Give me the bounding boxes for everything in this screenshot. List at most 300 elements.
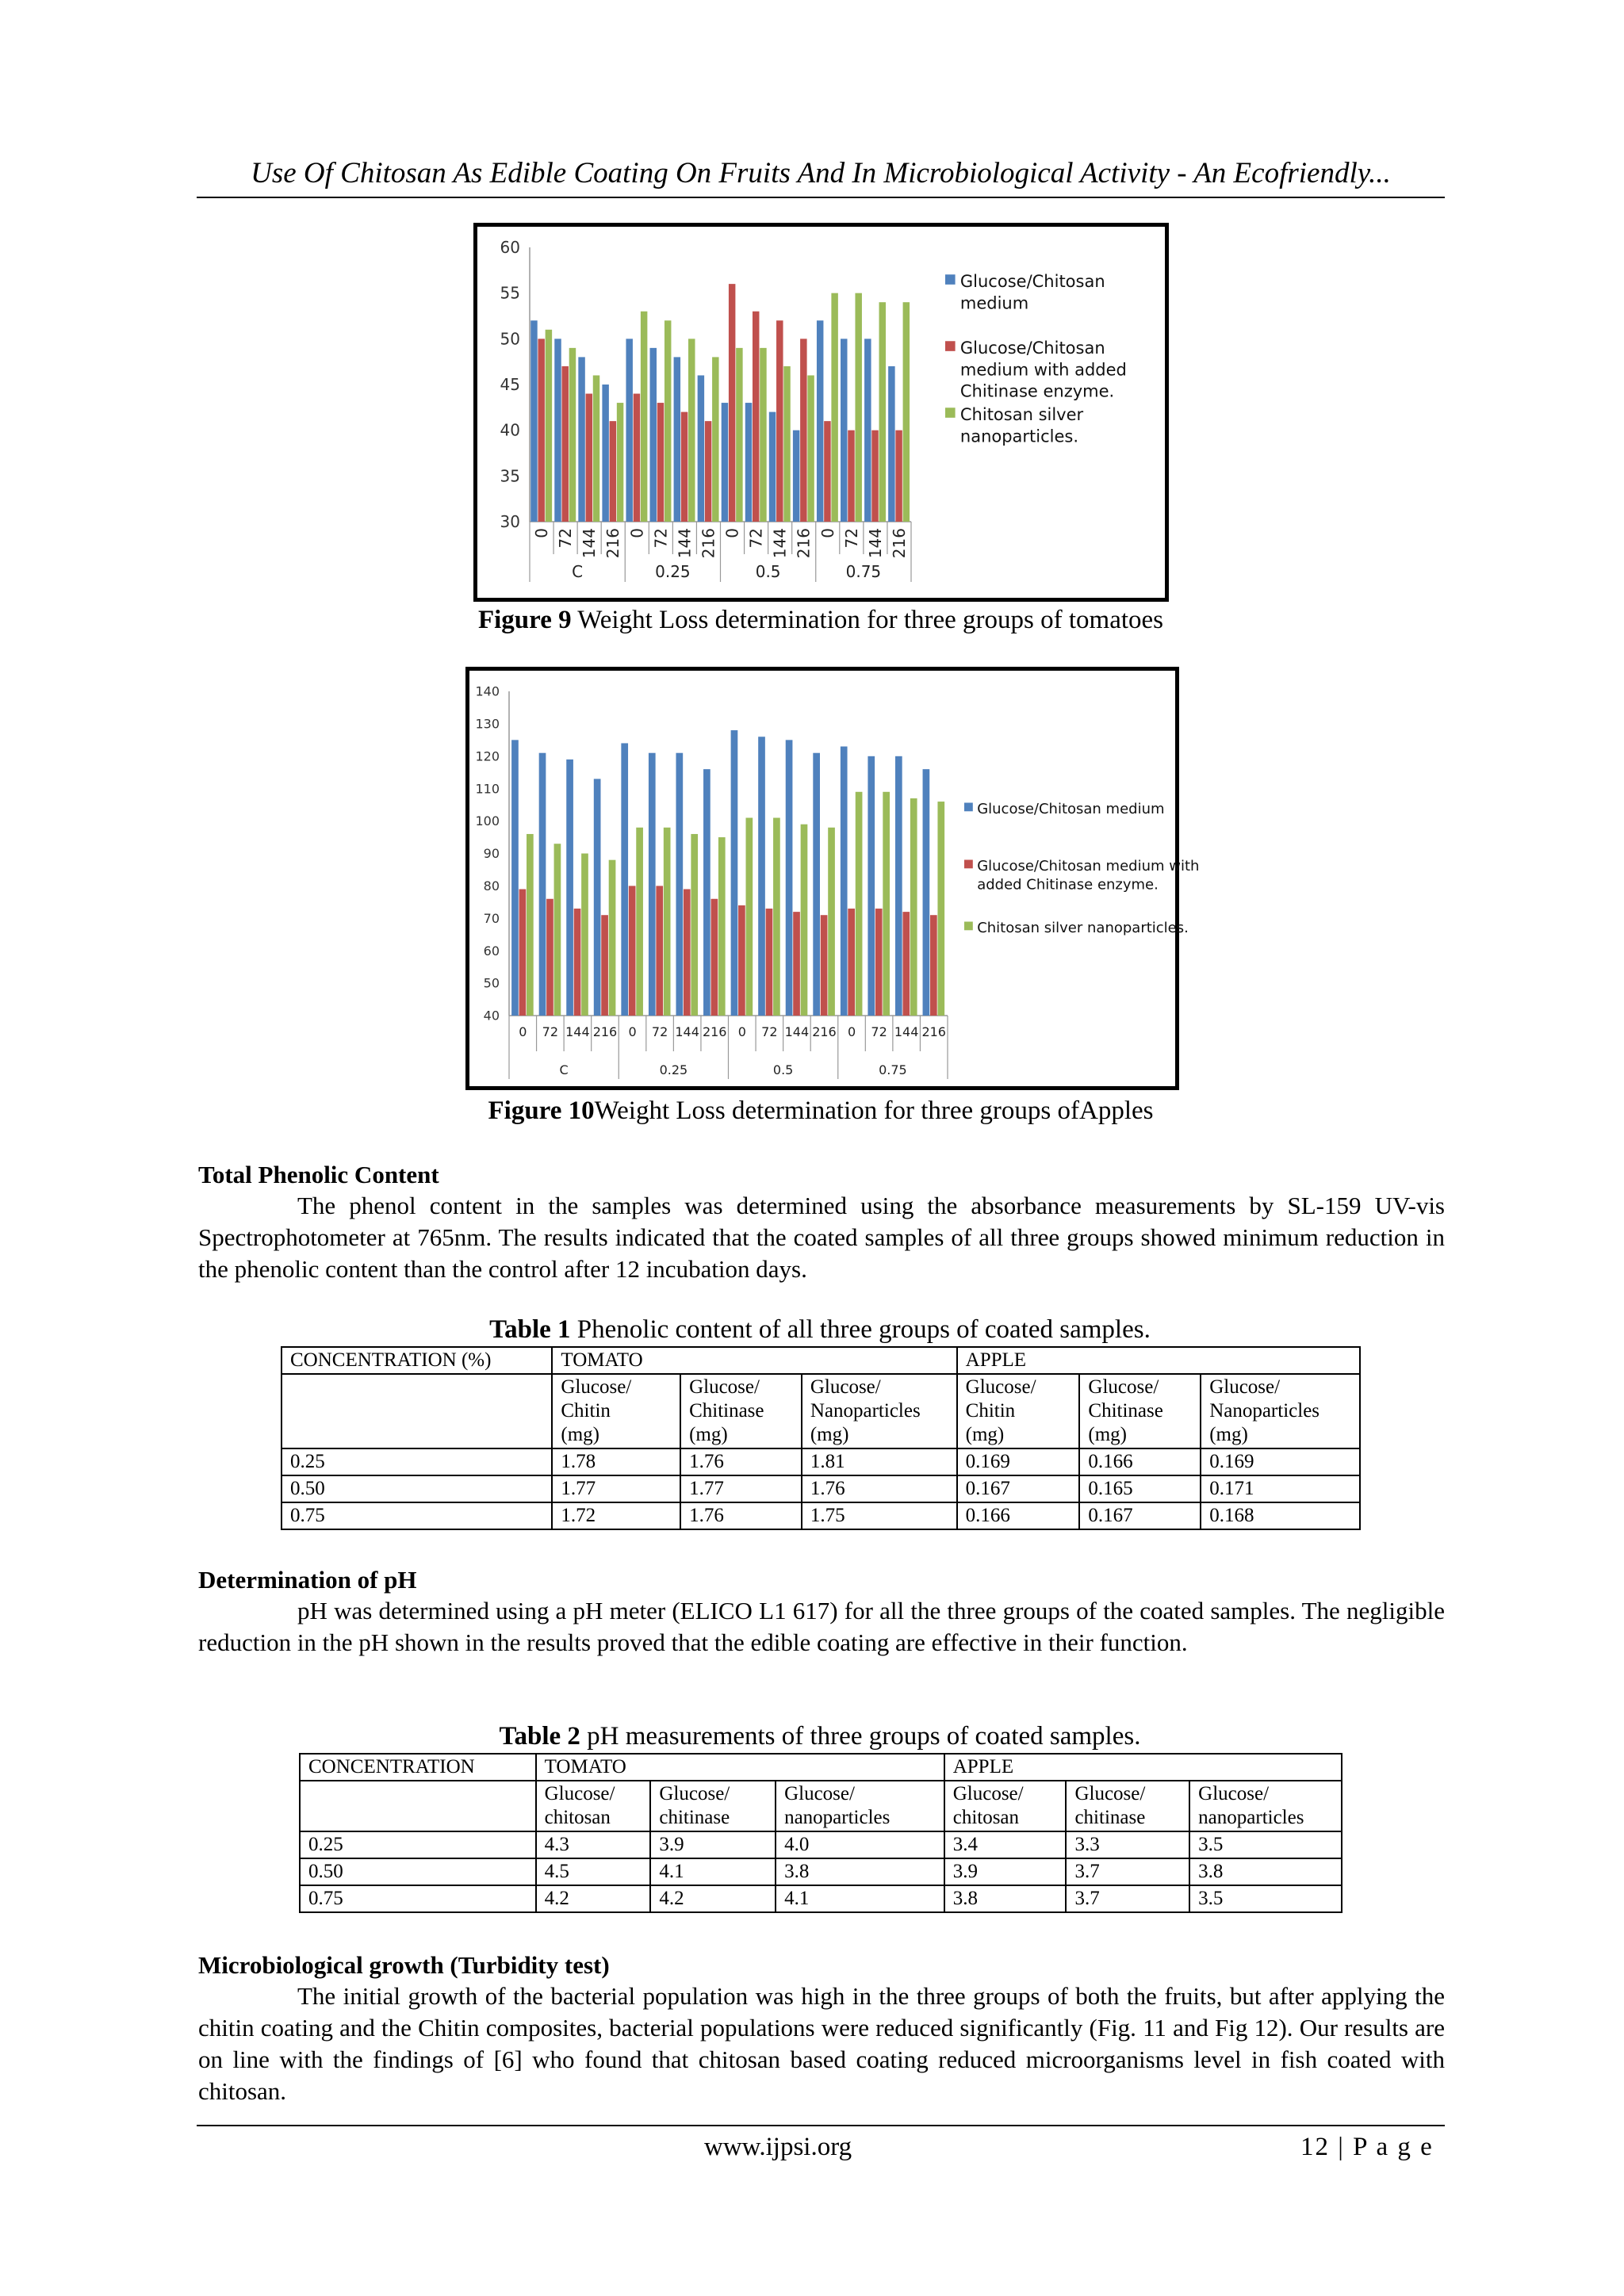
bar [657, 403, 664, 522]
table-cell: 3.9 [650, 1831, 776, 1858]
legend-swatch [945, 274, 956, 285]
bar [745, 403, 752, 522]
x-tick-label: 144 [770, 528, 790, 559]
bar [807, 375, 814, 522]
table-subheader-cell [957, 1374, 1080, 1448]
bar [539, 753, 546, 1016]
table-cell: 3.8 [1189, 1858, 1342, 1885]
bar [546, 330, 552, 522]
table-cell: 1.78 [552, 1448, 680, 1475]
legend-label: Glucose/Chitosan [959, 272, 1105, 291]
y-tick-label: 40 [500, 420, 520, 440]
bar [601, 915, 608, 1016]
figure-9-caption-text: Weight Loss determination for three groups of tomatoes [571, 606, 1164, 634]
bar [617, 403, 623, 522]
bar [895, 430, 902, 522]
table-cell: 0.167 [1079, 1502, 1201, 1529]
x-tick-label: 216 [603, 528, 623, 559]
x-group-label: 0.75 [845, 562, 882, 581]
table-cell: 3.7 [1066, 1858, 1189, 1885]
bar [841, 747, 848, 1016]
bar [718, 837, 726, 1016]
table-row-label: 0.50 [300, 1858, 536, 1885]
bar [684, 889, 691, 1016]
figure-10-caption [428, 1095, 1213, 1127]
ph-table [299, 1753, 1342, 1913]
table-subheader-line: Chitin [965, 1400, 1016, 1422]
table-row-label: 0.50 [282, 1475, 552, 1502]
table-cell: 3.4 [944, 1831, 1067, 1858]
bar [602, 385, 608, 522]
bar [722, 403, 728, 522]
bar [856, 792, 863, 1016]
legend-swatch [964, 860, 973, 869]
table-cell: 3.7 [1066, 1885, 1189, 1912]
x-tick-label: 72 [871, 1024, 887, 1039]
table-header-cell: CONCENTRATION [300, 1754, 536, 1781]
table-cell: 0.171 [1201, 1475, 1360, 1502]
bar [698, 375, 704, 522]
bar [738, 905, 745, 1016]
figure-10-svg [469, 671, 1200, 1086]
x-tick-label: 72 [651, 528, 671, 549]
bar [760, 348, 766, 522]
table-subheader-cell [1201, 1374, 1360, 1448]
table-row [300, 1885, 1342, 1912]
x-tick-label: 0 [818, 528, 837, 538]
table-subheader-line: nanoparticles [784, 1807, 891, 1828]
table-subheader-line: Nanoparticles [1209, 1400, 1320, 1422]
table-subheader-row [300, 1781, 1342, 1831]
table-subheader-line: nanoparticles [1198, 1807, 1304, 1828]
bar [864, 339, 871, 522]
table-subheader-line: Glucose/ [1209, 1376, 1281, 1398]
table-header-row [282, 1347, 1360, 1374]
x-tick-label: 144 [865, 528, 885, 559]
table-subheader-line: Glucose/ [1074, 1783, 1146, 1804]
legend-swatch [945, 341, 956, 351]
table-empty-cell [300, 1781, 536, 1831]
table-cell: 3.9 [944, 1858, 1067, 1885]
bar [831, 293, 837, 522]
bar [910, 798, 917, 1016]
x-group-label: C [559, 1062, 569, 1077]
table-subheader-line: Glucose/ [1088, 1376, 1159, 1398]
bar [650, 348, 657, 522]
table-subheader-line: Glucose/ [1198, 1783, 1270, 1804]
bar [731, 730, 738, 1016]
bar [895, 756, 902, 1016]
footer-rule [197, 2125, 1445, 2126]
table-subheader-line: (mg) [1088, 1424, 1128, 1445]
table-subheader-line: (mg) [689, 1424, 728, 1445]
table-cell: 1.76 [802, 1475, 957, 1502]
legend-swatch [964, 922, 973, 931]
y-tick-label: 120 [475, 748, 500, 764]
bar [923, 769, 930, 1016]
bar [813, 753, 820, 1016]
bar [712, 357, 718, 522]
bar [511, 740, 519, 1016]
y-tick-label: 30 [500, 512, 520, 531]
table-cell: 0.167 [957, 1475, 1080, 1502]
table-cell: 4.2 [650, 1885, 776, 1912]
table-cell: 4.3 [536, 1831, 651, 1858]
bar [538, 339, 544, 522]
bar [649, 753, 656, 1016]
x-group-label: 0.5 [772, 1062, 794, 1077]
y-tick-label: 60 [483, 943, 500, 959]
x-tick-label: 72 [761, 1024, 778, 1039]
x-group-label: C [572, 562, 584, 581]
table-cell: 4.1 [776, 1885, 944, 1912]
bar [703, 769, 710, 1016]
x-tick-label: 216 [812, 1024, 837, 1039]
table-subheader-line: Nanoparticles [810, 1400, 921, 1422]
bar [855, 293, 861, 522]
bar [641, 312, 647, 522]
bar [586, 394, 592, 522]
y-tick-label: 50 [500, 329, 520, 349]
x-tick-label: 0 [847, 1024, 856, 1039]
table-subheader-cell [1189, 1781, 1342, 1831]
bar [710, 899, 718, 1016]
bar [664, 828, 671, 1016]
table-subheader-cell [680, 1374, 802, 1448]
table-group-header: TOMATO [536, 1754, 944, 1781]
y-tick-label: 40 [483, 1008, 500, 1024]
x-tick-label: 72 [651, 1024, 668, 1039]
x-tick-label: 0 [519, 1024, 527, 1039]
table-subheader-line: (mg) [810, 1424, 849, 1445]
legend-swatch [945, 408, 956, 418]
table-subheader-line: (mg) [1209, 1424, 1248, 1445]
x-tick-label: 0 [532, 528, 552, 538]
table-subheader-line: Glucose/ [810, 1376, 881, 1398]
table-cell: 1.77 [552, 1475, 680, 1502]
bar [758, 737, 765, 1016]
bar [848, 909, 855, 1016]
table-subheader-line: (mg) [965, 1424, 1005, 1445]
legend-label: nanoparticles. [959, 427, 1079, 446]
table-cell: 0.166 [1079, 1448, 1201, 1475]
table-subheader-cell [944, 1781, 1067, 1831]
ph-heading: Determination of pH [198, 1566, 417, 1594]
table-cell: 3.5 [1189, 1831, 1342, 1858]
bar [729, 284, 735, 522]
bar [783, 366, 790, 522]
table-row [282, 1475, 1360, 1502]
bar [530, 320, 537, 522]
x-group-label: 0.75 [879, 1062, 907, 1077]
bar [801, 825, 808, 1016]
x-tick-label: 216 [889, 528, 909, 559]
table-header-cell: CONCENTRATION (%) [282, 1347, 552, 1374]
bar [930, 915, 937, 1016]
table-2-caption [298, 1721, 1342, 1751]
x-group-label: 0.25 [659, 1062, 688, 1077]
bar [817, 320, 823, 522]
y-tick-label: 110 [475, 781, 500, 797]
micro-paragraph: The initial growth of the bacterial population was high in the three groups of both the fruits, but after applying the chitin coating and the Chitin composites, bacterial populations were reduced significantly (Fig. 11 and Fig 12). Our results are on line with the findings of [6] who found that chitosan based coating reduced microorganisms level in fish coated with chitosan. [198, 1982, 1445, 2105]
x-tick-label: 144 [894, 1024, 919, 1039]
bar [705, 421, 711, 522]
bar [594, 779, 601, 1016]
x-tick-label: 216 [702, 1024, 727, 1039]
bar [753, 312, 759, 522]
table-subheader-line: Glucose/ [784, 1783, 855, 1804]
x-tick-label: 216 [921, 1024, 946, 1039]
bar [800, 339, 806, 522]
x-tick-label: 144 [675, 1024, 699, 1039]
bar [629, 886, 636, 1016]
x-tick-label: 0 [722, 528, 742, 538]
legend-label: Chitosan silver [959, 405, 1084, 424]
bar [578, 357, 584, 522]
y-tick-label: 100 [475, 813, 500, 829]
table-cell: 4.2 [536, 1885, 651, 1912]
table-empty-cell [282, 1374, 552, 1448]
bar [821, 915, 828, 1016]
bar [903, 302, 910, 522]
table-row [300, 1858, 1342, 1885]
table-subheader-line: Glucose/ [544, 1783, 615, 1804]
bar [746, 818, 753, 1016]
y-tick-label: 130 [475, 716, 500, 732]
x-tick-label: 72 [556, 528, 576, 549]
bar [769, 412, 776, 522]
bar [871, 430, 878, 522]
bar [546, 899, 553, 1016]
table-1-caption [281, 1314, 1359, 1345]
table-cell: 0.169 [1201, 1448, 1360, 1475]
bar [593, 375, 599, 522]
bar [824, 421, 830, 522]
table-subheader-cell [552, 1374, 680, 1448]
bar [554, 844, 561, 1016]
bar [621, 743, 628, 1016]
table-group-header: APPLE [957, 1347, 1360, 1374]
table-row [282, 1448, 1360, 1475]
table-2-caption-text: pH measurements of three groups of coated samples. [580, 1722, 1141, 1751]
table-cell: 0.169 [957, 1448, 1080, 1475]
bar [937, 802, 944, 1016]
table-cell: 3.8 [776, 1858, 944, 1885]
bar [674, 357, 680, 522]
y-tick-label: 50 [483, 975, 500, 991]
bar [636, 828, 643, 1016]
table-1-label: Table 1 [489, 1315, 571, 1344]
figure-10-chart [465, 667, 1200, 1090]
table-cell: 1.76 [680, 1502, 802, 1529]
bar [691, 834, 698, 1016]
table-group-header: APPLE [944, 1754, 1342, 1781]
table-subheader-line: Chitinase [1088, 1400, 1163, 1422]
bar [554, 339, 561, 522]
table-subheader-cell [776, 1781, 944, 1831]
figure-9-chart [473, 223, 1169, 602]
x-tick-label: 216 [592, 1024, 618, 1039]
legend-label: medium [959, 293, 1029, 313]
x-tick-label: 144 [565, 1024, 590, 1039]
bar [681, 412, 688, 522]
legend-swatch [964, 803, 973, 812]
bar [561, 366, 568, 522]
bar [665, 320, 671, 522]
x-tick-label: 216 [699, 528, 718, 559]
footer-url: www.ijpsi.org [704, 2133, 852, 2161]
table-subheader-line: chitinase [1074, 1807, 1146, 1828]
x-tick-label: 0 [737, 1024, 746, 1039]
legend-label: Chitinase enzyme. [959, 381, 1115, 401]
micro-heading: Microbiological growth (Turbidity test) [198, 1951, 610, 1979]
table-subheader-line: (mg) [561, 1424, 599, 1445]
table-subheader-line: Glucose/ [952, 1783, 1024, 1804]
bar [736, 348, 742, 522]
table-row [300, 1831, 1342, 1858]
bar [634, 394, 640, 522]
table-subheader-line: chitinase [659, 1807, 730, 1828]
table-subheader-cell [1079, 1374, 1201, 1448]
table-cell: 4.5 [536, 1858, 651, 1885]
running-head: Use Of Chitosan As Edible Coating On Fruits And In Microbiological Activity - An Ecofriendly... [197, 155, 1445, 198]
bar [519, 889, 527, 1016]
figure-9-caption [444, 604, 1197, 636]
table-row-label: 0.25 [300, 1831, 536, 1858]
x-tick-label: 144 [784, 1024, 810, 1039]
table-subheader-line: chitosan [544, 1807, 611, 1828]
x-group-label: 0.25 [655, 562, 691, 581]
x-tick-label: 0 [627, 528, 647, 538]
table-cell: 4.0 [776, 1831, 944, 1858]
bar [902, 912, 910, 1016]
x-group-label: 0.5 [755, 562, 781, 581]
table-cell: 1.76 [680, 1448, 802, 1475]
bar [688, 339, 695, 522]
legend-label: medium with added [959, 360, 1127, 380]
table-subheader-line: Glucose/ [561, 1376, 632, 1398]
bar [888, 366, 894, 522]
bar [574, 909, 581, 1016]
bar [676, 753, 683, 1016]
bar [566, 760, 573, 1016]
bar [793, 912, 800, 1016]
table-cell: 1.72 [552, 1502, 680, 1529]
bar [766, 909, 773, 1016]
bar [879, 302, 886, 522]
bar [773, 818, 780, 1016]
bar [786, 740, 793, 1016]
table-cell: 3.5 [1189, 1885, 1342, 1912]
table-cell: 4.1 [650, 1858, 776, 1885]
bar [776, 320, 783, 522]
table-cell: 1.81 [802, 1448, 957, 1475]
table-cell: 0.166 [957, 1502, 1080, 1529]
bar [656, 886, 663, 1016]
table-subheader-cell [536, 1781, 651, 1831]
bar [841, 339, 847, 522]
y-tick-label: 45 [500, 375, 520, 394]
y-tick-label: 140 [475, 683, 500, 699]
bar [569, 348, 576, 522]
bar [883, 792, 890, 1016]
table-cell: 3.3 [1066, 1831, 1189, 1858]
phenolic-table [281, 1346, 1361, 1530]
bar [626, 339, 632, 522]
table-cell: 0.165 [1079, 1475, 1201, 1502]
table-subheader-line: Glucose/ [659, 1783, 730, 1804]
phenolic-paragraph: The phenol content in the samples was determined using the absorbance measurements by SL-159 UV-vis Spectrophotometer at 765nm. The results indicated that the coated samples of all three groups showed minimum reduction in the phenolic content than the control after 12 incubation days. [198, 1192, 1445, 1283]
bar [609, 860, 616, 1016]
legend-label: added Chitinase enzyme. [977, 876, 1159, 894]
table-cell: 1.75 [802, 1502, 957, 1529]
bar [581, 854, 588, 1016]
phenolic-heading: Total Phenolic Content [198, 1161, 439, 1188]
bar [793, 430, 799, 522]
bar [875, 909, 883, 1016]
table-subheader-line: Glucose/ [689, 1376, 760, 1398]
y-tick-label: 55 [500, 283, 520, 303]
x-tick-label: 72 [841, 528, 861, 549]
x-tick-label: 0 [628, 1024, 637, 1039]
figure-9-svg [477, 227, 1165, 598]
table-1-caption-text: Phenolic content of all three groups of coated samples. [570, 1315, 1151, 1344]
table-subheader-cell [650, 1781, 776, 1831]
bar [610, 421, 616, 522]
figure-10-label: Figure 10 [488, 1096, 595, 1125]
table-2-label: Table 2 [499, 1722, 580, 1751]
y-tick-label: 90 [483, 846, 500, 862]
table-group-header: TOMATO [552, 1347, 956, 1374]
table-cell: 1.77 [680, 1475, 802, 1502]
table-row-label: 0.25 [282, 1448, 552, 1475]
table-row [282, 1502, 1360, 1529]
bar [527, 834, 534, 1016]
table-cell: 0.168 [1201, 1502, 1360, 1529]
table-subheader-cell [802, 1374, 957, 1448]
x-tick-label: 144 [675, 528, 695, 559]
table-subheader-cell [1066, 1781, 1189, 1831]
table-subheader-row [282, 1374, 1360, 1448]
x-tick-label: 216 [794, 528, 814, 559]
y-tick-label: 70 [483, 910, 500, 926]
table-cell: 3.8 [944, 1885, 1067, 1912]
x-tick-label: 144 [580, 528, 599, 559]
figure-10-caption-text: Weight Loss determination for three groups ofApples [594, 1096, 1154, 1125]
table-subheader-line: chitosan [952, 1807, 1020, 1828]
bar [868, 756, 875, 1016]
legend-label: Glucose/Chitosan [959, 339, 1105, 358]
y-tick-label: 80 [483, 878, 500, 894]
legend-label: Chitosan silver nanoparticles. [977, 920, 1189, 936]
table-header-row [300, 1754, 1342, 1781]
legend-label: Glucose/Chitosan medium [977, 801, 1165, 817]
x-tick-label: 72 [542, 1024, 559, 1039]
ph-paragraph: pH was determined using a pH meter (ELICO L1 617) for all the three groups of the coated samples. The negligible reduction in the pH shown in the results proved that the edible coating are effective in their function. [198, 1597, 1445, 1656]
table-row-label: 0.75 [282, 1502, 552, 1529]
bar [828, 828, 835, 1016]
legend-label: Glucose/Chitosan medium with [977, 858, 1200, 874]
table-subheader-line: Chitin [561, 1400, 611, 1422]
table-subheader-line: Chitinase [689, 1400, 764, 1422]
y-tick-label: 35 [500, 466, 520, 486]
bar [848, 430, 854, 522]
y-tick-label: 60 [500, 238, 520, 257]
table-row-label: 0.75 [300, 1885, 536, 1912]
x-tick-label: 72 [746, 528, 766, 549]
footer-page-number: 12 | P a g e [1300, 2133, 1434, 2161]
table-subheader-line: Glucose/ [965, 1376, 1036, 1398]
